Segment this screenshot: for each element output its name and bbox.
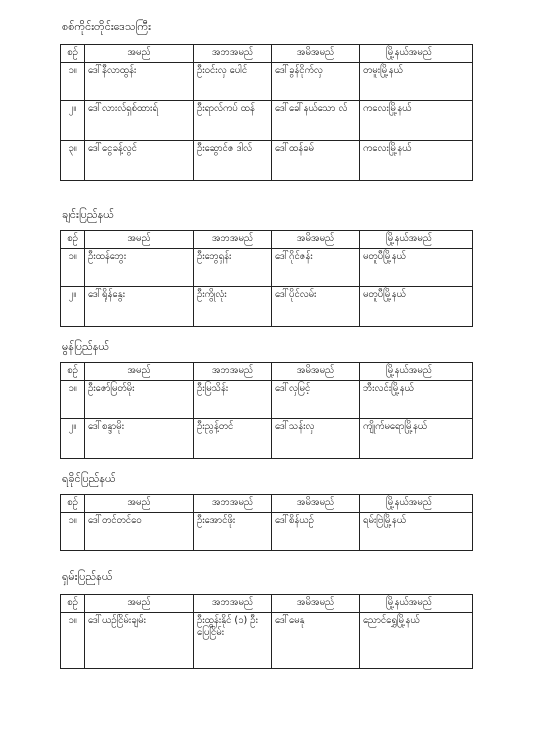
table-row [61, 419, 473, 459]
table-row [61, 141, 473, 181]
table-row [61, 287, 473, 327]
cell-no: ၁။ [61, 63, 85, 101]
person-table [60, 594, 473, 669]
cell-mother: ဒေါ်လှမြင့် [272, 381, 360, 419]
person-table [60, 230, 473, 327]
header-father: အဘအမည် [194, 45, 272, 63]
table-row [61, 381, 473, 419]
cell-mother: ဒေါ်စိန်ယဉ် [272, 513, 360, 551]
section-title: မွန်ပြည်နယ် [62, 340, 110, 353]
cell-township: ကျိုက်မရောမြို့နယ် [360, 419, 473, 459]
cell-township: ဘီးလင်းမြို့နယ် [360, 381, 473, 419]
person-table [60, 494, 473, 551]
table-row [61, 249, 473, 287]
table-header-row [61, 595, 473, 613]
cell-mother: ဒေါ်မေနု [272, 613, 360, 669]
header-township: မြို့နယ်အမည် [360, 45, 473, 63]
table-row [61, 101, 473, 141]
cell-father: ဦးထွန်းနိုင် (၁) ဦးပြေငြိမ်း [194, 613, 272, 669]
table-row [61, 513, 473, 551]
header-name: အမည် [85, 45, 194, 63]
header-name: အမည် [85, 595, 194, 613]
cell-name: ဒေါ်ရိုန်နွေး [85, 287, 194, 327]
header-father: အဘအမည် [194, 595, 272, 613]
header-township: မြို့နယ်အမည် [360, 231, 473, 249]
table-header-row [61, 363, 473, 381]
header-township: မြို့နယ်အမည် [360, 495, 473, 513]
cell-father: ဦးရာလ်ကပ် ထန် [194, 101, 272, 141]
header-mother: အမိအမည် [272, 231, 360, 249]
cell-name: ဒေါ်လားလ်ရှစ်ထားရ် [85, 101, 194, 141]
cell-father: ဦးညွန့်တင် [194, 419, 272, 459]
cell-township: ကလေးမြို့နယ် [360, 101, 473, 141]
header-father: အဘအမည် [194, 231, 272, 249]
cell-name: ဒေါ်ယဉ်ငြိမ်းချမ်း [85, 613, 194, 669]
header-no: စဉ် [61, 45, 85, 63]
cell-mother: ဒေါ်ထန်ခမ် [272, 141, 360, 181]
header-no: စဉ် [61, 595, 85, 613]
cell-name: ဒေါ်စန္ဒာမိုး [85, 419, 194, 459]
cell-father: ဦးမြသိန်း [194, 381, 272, 419]
cell-name: ဒေါ်နီလာထွန်း [85, 63, 194, 101]
cell-father: ဦးဆွောင်ဇ ဒါလ် [194, 141, 272, 181]
section-title: ရခိုင်ပြည်နယ် [62, 472, 116, 485]
header-mother: အမိအမည် [272, 363, 360, 381]
table-row [61, 613, 473, 669]
header-no: စဉ် [61, 363, 85, 381]
cell-name: ဦးထန်ဘွေး [85, 249, 194, 287]
cell-no: ၁။ [61, 249, 85, 287]
cell-township: ကလေးမြို့နယ် [360, 141, 473, 181]
cell-no: ၃။ [61, 141, 85, 181]
cell-father: ဦးဝင်းလှ ပေါင် [194, 63, 272, 101]
cell-no: ၁။ [61, 381, 85, 419]
header-no: စဉ် [61, 495, 85, 513]
cell-no: ၂။ [61, 419, 85, 459]
header-name: အမည် [85, 363, 194, 381]
cell-no: ၁။ [61, 613, 85, 669]
cell-mother: ဒေါ်ခေါ်နယ်သော လ် [272, 101, 360, 141]
header-no: စဉ် [61, 231, 85, 249]
header-father: အဘအမည် [194, 495, 272, 513]
cell-mother: ဒေါ်ပိုင်လမ်း [272, 287, 360, 327]
cell-no: ၂။ [61, 101, 85, 141]
person-table [60, 362, 473, 459]
header-township: မြို့နယ်အမည် [360, 363, 473, 381]
cell-mother: ဒေါ်ခွန်ငိုက်လှ [272, 63, 360, 101]
section-title: ချင်းပြည်နယ် [62, 208, 114, 221]
section-title: ရှမ်းပြည်နယ် [62, 570, 113, 583]
cell-mother: ဒေါ်ဂိုင်ဇန်း [272, 249, 360, 287]
section-title: စစ်ကိုင်းတိုင်းဒေသကြီး [62, 20, 151, 33]
cell-no: ၂။ [61, 287, 85, 327]
header-mother: အမိအမည် [272, 45, 360, 63]
cell-township: မတူပီမြို့နယ် [360, 287, 473, 327]
header-name: အမည် [85, 231, 194, 249]
cell-name: ဒေါ်တင်တင်ဝေ [85, 513, 194, 551]
cell-township: ရမ်းဗြဲမြို့နယ် [360, 513, 473, 551]
header-mother: အမိအမည် [272, 595, 360, 613]
cell-no: ၁။ [61, 513, 85, 551]
table-header-row [61, 45, 473, 63]
cell-father: ဦးကွိုလုံး [194, 287, 272, 327]
table-row [61, 63, 473, 101]
cell-township: မတူပီမြို့နယ် [360, 249, 473, 287]
cell-mother: ဒေါ်သန်းလှ [272, 419, 360, 459]
table-header-row [61, 231, 473, 249]
header-mother: အမိအမည် [272, 495, 360, 513]
header-father: အဘအမည် [194, 363, 272, 381]
cell-father: ဦးအောင်ဖိုး [194, 513, 272, 551]
cell-township: ညောင်ရွှေမြို့နယ် [360, 613, 473, 669]
person-table [60, 44, 473, 181]
header-name: အမည် [85, 495, 194, 513]
header-township: မြို့နယ်အမည် [360, 595, 473, 613]
table-header-row [61, 495, 473, 513]
cell-township: တမူးမြို့နယ် [360, 63, 473, 101]
cell-father: ဦးဘွေရှန်း [194, 249, 272, 287]
cell-name: ဦးဇော်မြတ်မိုး [85, 381, 194, 419]
cell-name: ဒေါ်ငွေခန့်လွင် [85, 141, 194, 181]
